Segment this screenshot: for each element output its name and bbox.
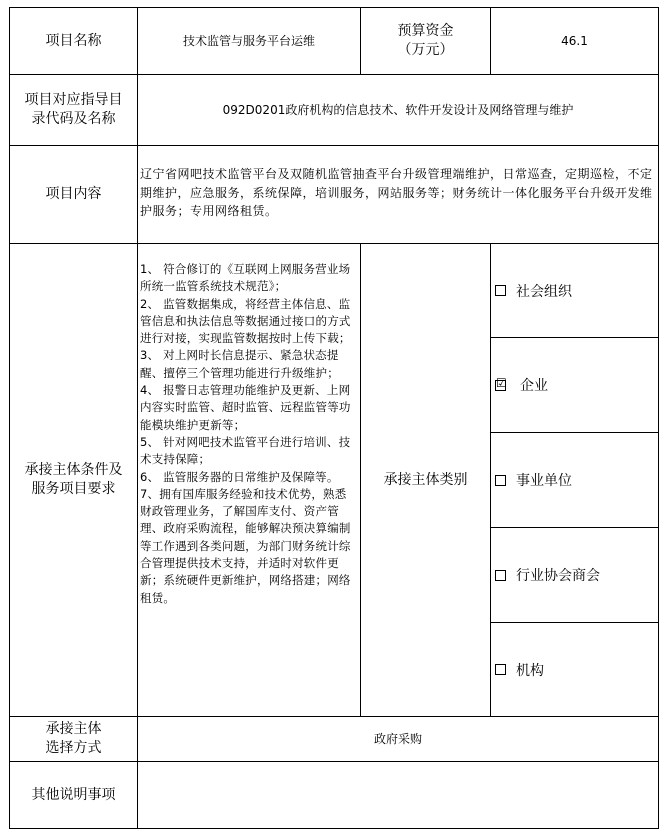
type-option-label: 企业 <box>520 378 548 394</box>
checkbox[interactable] <box>495 285 506 296</box>
requirement-item: 3、 对上网时长信息提示、紧急状态提醒、擅停三个管理功能进行升级维护； <box>140 348 339 380</box>
requirements-label-line1: 承接主体条件及 <box>24 462 123 478</box>
other-label: 其他说明事项 <box>31 786 116 803</box>
selection-label-line2: 选择方式 <box>45 740 102 756</box>
checkbox[interactable] <box>495 475 506 486</box>
content-label: 项目内容 <box>45 186 102 202</box>
catalog-label-line2: 录代码及名称 <box>31 111 116 127</box>
type-option[interactable] <box>495 528 655 622</box>
type-option[interactable] <box>495 338 655 432</box>
selection-label-line1: 承接主体 <box>45 721 102 737</box>
requirements-list <box>140 261 356 607</box>
budget-label-line2: （万元） <box>397 42 454 58</box>
requirement-item: 7、拥有国库服务经验和技术优势，熟悉财政管理业务，了解国库支付、资产管理、政府采购流程，能够解决预决算编制等工作遇到各类问题，为部门财务统计综合管理提供技术支持，并适时对软件更新；系统硬件更新维护，网络搭建；网络租赁。 <box>140 486 351 605</box>
requirements-label-line2: 服务项目要求 <box>31 481 116 497</box>
project-name-label: 项目名称 <box>45 32 102 49</box>
checkbox[interactable] <box>495 664 506 675</box>
type-option-label: 行业协会商会 <box>516 568 600 584</box>
project-name-value: 技术监管与服务平台运维 <box>182 34 315 48</box>
col-divider <box>490 243 491 717</box>
budget-label-line1: 预算资金 <box>397 23 454 39</box>
type-option[interactable] <box>495 623 655 716</box>
checkbox-checked[interactable] <box>495 375 507 391</box>
selection-label <box>10 717 137 761</box>
catalog-label-line1: 项目对应指导目 <box>24 92 123 108</box>
budget-label <box>361 8 490 74</box>
checkbox[interactable] <box>495 570 506 581</box>
check-mark-icon: ☑ <box>496 375 507 390</box>
requirement-item: 2、 监管数据集成，将经营主体信息、监管信息和执法信息等数据通过接口的方式进行对接，实现监管数据按时上传下载； <box>140 296 351 346</box>
subject-type-label: 承接主体类别 <box>383 471 468 488</box>
selection-value: 政府采购 <box>373 732 422 746</box>
type-option-label: 事业单位 <box>516 473 572 489</box>
project-table <box>9 7 659 829</box>
budget-value: 46.1 <box>561 34 588 48</box>
other-value <box>138 762 658 828</box>
type-option-label: 机构 <box>516 662 544 679</box>
catalog-value: 092D0201政府机构的信息技术、软件开发设计及网络管理与维护 <box>222 103 574 117</box>
catalog-label <box>10 75 137 145</box>
requirement-item: 1、 符合修订的《互联网上网服务营业场所统一监管系统技术规范》； <box>140 262 351 294</box>
requirement-item: 6、 监管服务器的日常维护及保障等。 <box>140 469 339 484</box>
requirement-item: 4、 报警日志管理功能维护及更新、上网内容实时监管、超时监管、远程监管等功能模块维护更新等； <box>140 383 351 432</box>
requirements-label <box>10 244 137 716</box>
border-bottom <box>9 828 659 829</box>
type-option[interactable] <box>495 433 655 527</box>
type-option-label: 社会组织 <box>516 283 572 300</box>
requirement-item: 5、 针对网吧技术监管平台进行培训、技术支持保障； <box>140 434 351 467</box>
content-value: 辽宁省网吧技术监管平台及双随机监管抽查平台升级管理端维护，日常巡查，定期巡检，不定期维护，应急服务，系统保障，培训服务，网站服务等；财务统计一体化服务平台升级开发维护服务；专用网络租赁。 <box>140 167 653 218</box>
type-option[interactable] <box>495 244 655 337</box>
border-right <box>658 7 659 829</box>
